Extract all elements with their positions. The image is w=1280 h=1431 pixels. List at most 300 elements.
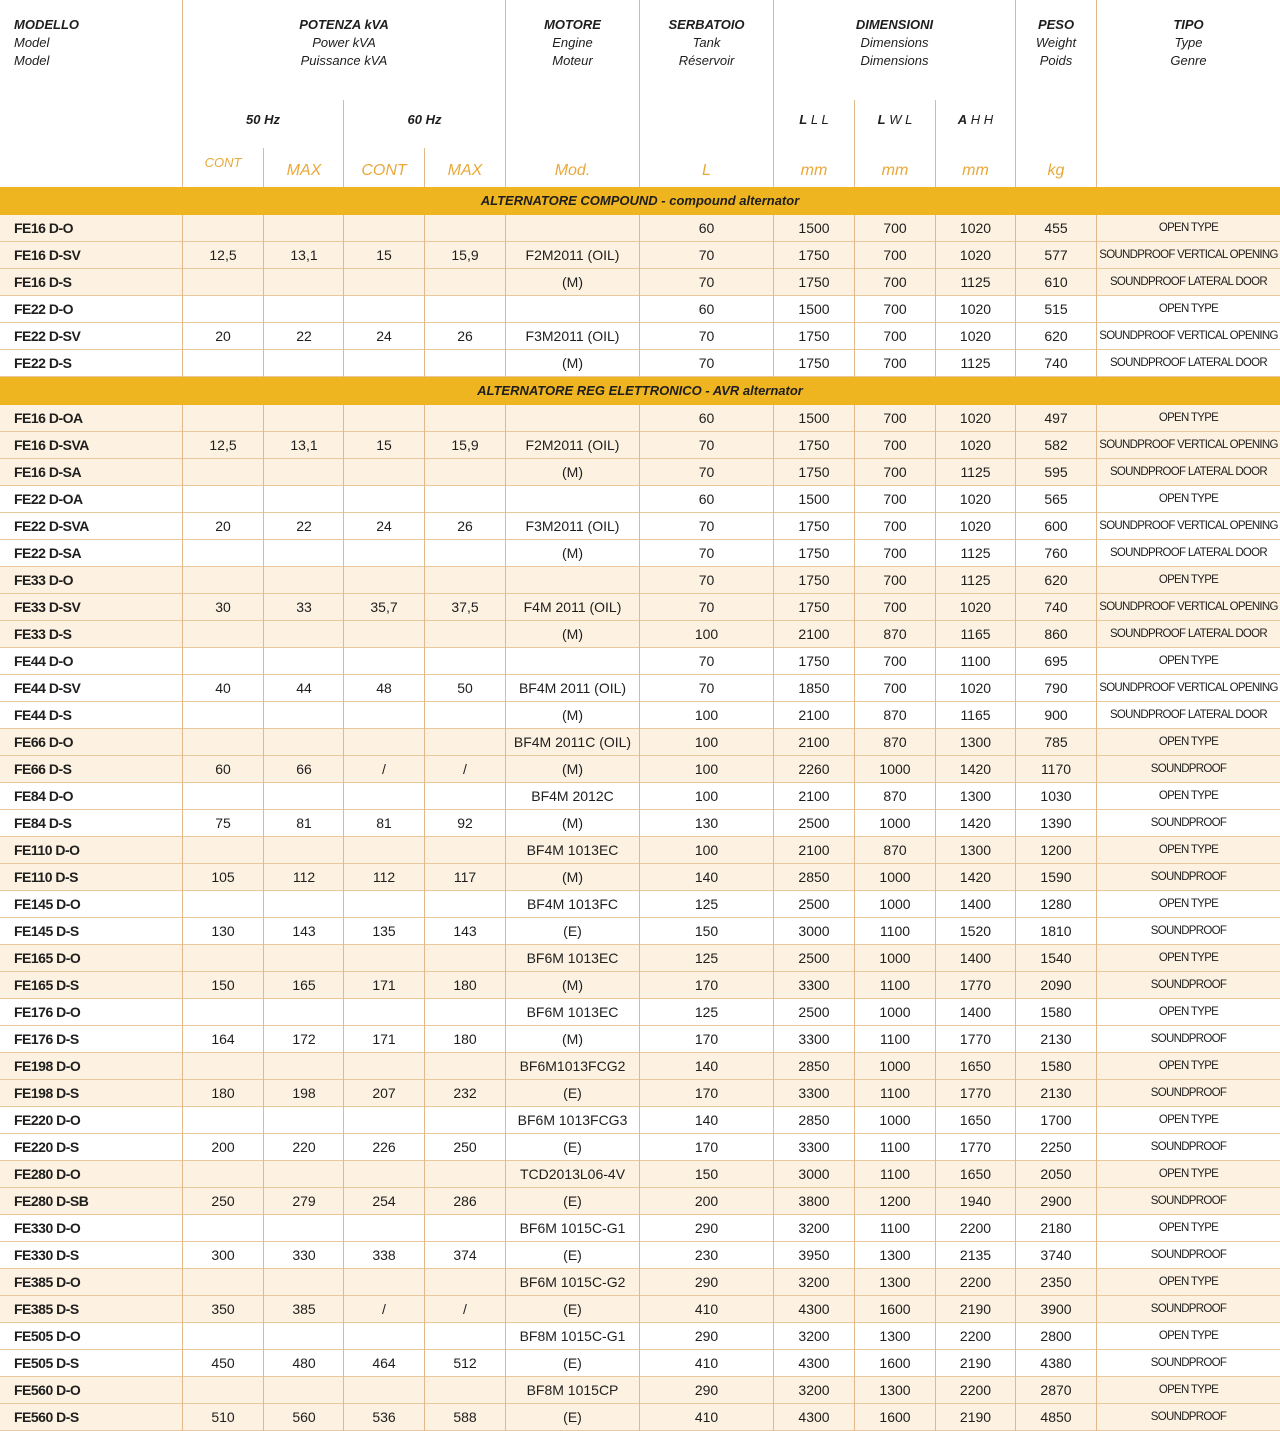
table-row	[0, 1269, 1280, 1296]
header-dim-length-sub: L L	[807, 112, 829, 127]
width-cell: 1100	[879, 1031, 911, 1047]
tank-cell: 60	[698, 301, 715, 317]
unit-50hz-max: MAX	[286, 162, 322, 179]
engine-variant-cell: (E)	[563, 1355, 582, 1371]
header-model-en: Model	[14, 35, 50, 50]
power-60hz-cont: 24	[376, 518, 392, 534]
tank-cell: 170	[694, 1085, 719, 1101]
power-60hz-cont: 338	[372, 1247, 396, 1263]
type-cell: OPEN TYPE	[1158, 1114, 1219, 1126]
power-50hz-max: 81	[296, 815, 312, 831]
header-engine-en: Engine	[552, 35, 593, 50]
header-weight-en: Weight	[1035, 35, 1077, 50]
tank-cell: 140	[694, 1112, 719, 1128]
height-cell: 1125	[960, 355, 991, 371]
header-weight-it: PESO	[1037, 17, 1075, 32]
type-cell: SOUNDPROOF VERTICAL OPENING	[1099, 682, 1278, 694]
type-cell: SOUNDPROOF	[1150, 1303, 1227, 1315]
header-model	[14, 16, 79, 70]
model-cell: FE145 D-S	[14, 923, 79, 939]
unit-60hz-cont: CONT	[361, 162, 407, 179]
engine-variant-cell: (M)	[562, 355, 583, 371]
power-60hz-cont: 536	[372, 1409, 396, 1425]
power-60hz-max: 232	[453, 1085, 477, 1101]
model-cell: FE220 D-O	[14, 1112, 81, 1128]
model-cell: FE33 D-S	[14, 626, 72, 642]
table-row	[0, 540, 1280, 567]
table-row	[0, 1107, 1280, 1134]
tank-cell: 150	[694, 923, 719, 939]
weight-cell: 515	[1044, 301, 1068, 317]
power-60hz-cont: 207	[372, 1085, 396, 1101]
model-cell: FE198 D-O	[14, 1058, 81, 1074]
height-cell: 2200	[959, 1328, 992, 1344]
length-cell: 4300	[798, 1355, 830, 1371]
type-cell: SOUNDPROOF VERTICAL OPENING	[1099, 330, 1278, 342]
power-60hz-max: 15,9	[451, 437, 479, 453]
model-cell: FE66 D-O	[14, 734, 74, 750]
weight-cell: 1580	[1040, 1004, 1072, 1020]
tank-cell: 70	[698, 274, 715, 290]
engine-variant-cell: (E)	[563, 1247, 582, 1263]
model-cell: FE16 D-SVA	[14, 437, 89, 453]
weight-cell: 3740	[1040, 1247, 1072, 1263]
model-cell: FE84 D-O	[14, 788, 74, 804]
type-cell: SOUNDPROOF VERTICAL OPENING	[1099, 249, 1278, 261]
width-cell: 700	[883, 410, 907, 426]
power-60hz-max: 37,5	[451, 599, 479, 615]
width-cell: 1600	[879, 1355, 911, 1371]
model-cell: FE22 D-SVA	[14, 518, 89, 534]
table-row	[0, 1323, 1280, 1350]
tank-cell: 150	[694, 1166, 719, 1182]
length-cell: 2850	[798, 1058, 830, 1074]
model-cell: FE22 D-O	[14, 301, 74, 317]
unit-60hz-max: MAX	[447, 162, 483, 179]
type-cell: SOUNDPROOF	[1150, 1033, 1227, 1045]
length-cell: 3200	[798, 1328, 830, 1344]
height-cell: 2200	[959, 1382, 992, 1398]
model-cell: FE176 D-S	[14, 1031, 79, 1047]
tank-cell: 125	[694, 950, 719, 966]
power-50hz-cont: 30	[215, 599, 231, 615]
header-power	[183, 16, 505, 70]
model-cell: FE176 D-O	[14, 1004, 81, 1020]
power-60hz-cont: 254	[372, 1193, 396, 1209]
power-50hz-max: 22	[296, 328, 312, 344]
power-50hz-max: 198	[292, 1085, 316, 1101]
tank-cell: 290	[694, 1382, 719, 1398]
length-cell: 2100	[798, 626, 830, 642]
power-50hz-max: 44	[296, 680, 312, 696]
height-cell: 1650	[959, 1166, 992, 1182]
height-cell: 1165	[960, 626, 991, 642]
width-cell: 1000	[879, 815, 911, 831]
engine-cell: BF4M 1013FC	[526, 896, 619, 912]
header-dim-height-key: A	[957, 112, 968, 127]
engine-variant-cell: (M)	[562, 977, 583, 993]
height-cell: 1300	[959, 734, 992, 750]
type-cell: SOUNDPROOF VERTICAL OPENING	[1099, 439, 1278, 451]
header-power-fr: Puissance kVA	[300, 53, 388, 68]
table-row	[0, 215, 1280, 242]
height-cell: 1400	[959, 1004, 992, 1020]
width-cell: 700	[883, 464, 907, 480]
length-cell: 2850	[798, 869, 830, 885]
length-cell: 1750	[798, 545, 830, 561]
height-cell: 2190	[959, 1301, 992, 1317]
width-cell: 700	[883, 355, 907, 371]
type-cell: OPEN TYPE	[1158, 655, 1219, 667]
power-50hz-max: 480	[292, 1355, 316, 1371]
length-cell: 2500	[798, 950, 830, 966]
model-cell: FE16 D-SV	[14, 247, 81, 263]
length-cell: 2260	[798, 761, 830, 777]
tank-cell: 410	[694, 1301, 719, 1317]
power-60hz-max: 50	[457, 680, 473, 696]
engine-variant-cell: (E)	[563, 923, 582, 939]
engine-cell: BF4M 2011C (OIL)	[513, 734, 632, 750]
type-cell: SOUNDPROOF LATERAL DOOR	[1109, 709, 1268, 721]
power-50hz-cont: 20	[215, 518, 231, 534]
weight-cell: 620	[1044, 572, 1068, 588]
model-cell: FE44 D-S	[14, 707, 72, 723]
height-cell: 1020	[959, 599, 992, 615]
header-tank-fr: Réservoir	[678, 53, 735, 68]
table-row	[0, 567, 1280, 594]
tank-cell: 70	[698, 599, 715, 615]
header-dim-length	[774, 111, 854, 129]
power-60hz-max: 512	[453, 1355, 477, 1371]
height-cell: 1100	[960, 653, 991, 669]
power-50hz-cont: 164	[211, 1031, 235, 1047]
model-cell: FE22 D-SV	[14, 328, 81, 344]
length-cell: 3300	[798, 977, 830, 993]
weight-cell: 1590	[1040, 869, 1072, 885]
power-60hz-max: 588	[453, 1409, 477, 1425]
tank-cell: 170	[694, 1031, 719, 1047]
tank-cell: 70	[698, 545, 715, 561]
height-cell: 1020	[959, 410, 992, 426]
model-cell: FE44 D-O	[14, 653, 74, 669]
width-cell: 1000	[879, 1058, 911, 1074]
height-cell: 1650	[959, 1112, 992, 1128]
header-type	[1097, 16, 1280, 70]
engine-cell: BF6M 1015C-G2	[519, 1274, 626, 1290]
table-row	[0, 1161, 1280, 1188]
type-cell: SOUNDPROOF	[1150, 1249, 1227, 1261]
engine-variant-cell: (M)	[562, 545, 583, 561]
table-row	[0, 783, 1280, 810]
model-cell: FE33 D-O	[14, 572, 74, 588]
tank-cell: 70	[698, 464, 715, 480]
type-cell: SOUNDPROOF	[1150, 817, 1227, 829]
length-cell: 3200	[798, 1382, 830, 1398]
engine-cell: F4M 2011 (OIL)	[523, 599, 622, 615]
unit-height: mm	[962, 162, 989, 179]
type-cell: SOUNDPROOF LATERAL DOOR	[1109, 547, 1268, 559]
width-cell: 870	[883, 734, 907, 750]
unit-tank: L	[702, 162, 711, 179]
model-cell: FE22 D-S	[14, 355, 72, 371]
unit-width: mm	[881, 162, 909, 179]
width-cell: 700	[883, 328, 907, 344]
engine-variant-cell: (E)	[563, 1139, 582, 1155]
table-row	[0, 621, 1280, 648]
power-60hz-cont: 135	[372, 923, 396, 939]
header-dim-height	[936, 111, 1015, 129]
weight-cell: 2800	[1040, 1328, 1072, 1344]
type-cell: OPEN TYPE	[1158, 736, 1219, 748]
height-cell: 1020	[959, 680, 992, 696]
width-cell: 1300	[879, 1247, 911, 1263]
power-50hz-max: 13,1	[290, 247, 318, 263]
width-cell: 1000	[879, 1004, 911, 1020]
weight-cell: 2900	[1040, 1193, 1072, 1209]
tank-cell: 70	[698, 572, 715, 588]
length-cell: 3300	[798, 1031, 830, 1047]
weight-cell: 1700	[1040, 1112, 1072, 1128]
width-cell: 700	[883, 572, 907, 588]
model-cell: FE110 D-O	[14, 842, 80, 858]
table-row	[0, 1215, 1280, 1242]
type-cell: SOUNDPROOF	[1150, 1141, 1227, 1153]
power-50hz-max: 112	[292, 869, 316, 885]
unit-50hz-cont: CONT	[204, 155, 242, 170]
height-cell: 1020	[959, 220, 992, 236]
type-cell: OPEN TYPE	[1158, 898, 1219, 910]
height-cell: 1520	[959, 923, 992, 939]
type-cell: OPEN TYPE	[1158, 1222, 1219, 1234]
engine-variant-cell: (M)	[562, 761, 583, 777]
tank-cell: 125	[694, 1004, 719, 1020]
model-cell: FE198 D-S	[14, 1085, 79, 1101]
length-cell: 1750	[798, 518, 830, 534]
weight-cell: 785	[1044, 734, 1068, 750]
header-type-fr: Genre	[1170, 53, 1207, 68]
power-60hz-cont: 464	[372, 1355, 396, 1371]
engine-cell: BF4M 2011 (OIL)	[518, 680, 627, 696]
tank-cell: 100	[694, 626, 719, 642]
power-50hz-max: 66	[296, 761, 312, 777]
width-cell: 700	[883, 680, 907, 696]
engine-cell: BF8M 1015C-G1	[519, 1328, 626, 1344]
width-cell: 700	[883, 491, 907, 507]
power-60hz-max: /	[463, 1301, 467, 1317]
engine-cell: BF4M 1013EC	[526, 842, 619, 858]
power-60hz-cont: 171	[372, 1031, 396, 1047]
length-cell: 2500	[798, 815, 830, 831]
header-weight	[1016, 16, 1096, 70]
model-cell: FE330 D-S	[14, 1247, 79, 1263]
table-row	[0, 702, 1280, 729]
power-60hz-max: 180	[453, 977, 477, 993]
width-cell: 1100	[879, 1220, 911, 1236]
length-cell: 1500	[798, 220, 830, 236]
header-tank-it: SERBATOIO	[668, 17, 745, 32]
power-60hz-max: 250	[453, 1139, 477, 1155]
header-dimensions-fr: Dimensions	[860, 53, 929, 68]
weight-cell: 1200	[1040, 842, 1072, 858]
weight-cell: 577	[1044, 247, 1068, 263]
type-cell: SOUNDPROOF VERTICAL OPENING	[1099, 520, 1278, 532]
tank-cell: 60	[698, 491, 715, 507]
width-cell: 1300	[879, 1328, 911, 1344]
power-60hz-cont: 226	[372, 1139, 396, 1155]
unit-weight: kg	[1047, 162, 1065, 179]
engine-cell: TCD2013L06-4V	[519, 1166, 626, 1182]
type-cell: SOUNDPROOF	[1150, 1357, 1227, 1369]
engine-cell: BF6M1013FCG2	[519, 1058, 626, 1074]
width-cell: 1000	[879, 869, 911, 885]
header-engine-fr: Moteur	[552, 53, 593, 68]
model-cell: FE280 D-SB	[14, 1193, 89, 1209]
power-50hz-max: 22	[296, 518, 312, 534]
model-cell: FE110 D-S	[14, 869, 78, 885]
table-row	[0, 1053, 1280, 1080]
width-cell: 700	[883, 274, 907, 290]
table-row	[0, 269, 1280, 296]
type-cell: OPEN TYPE	[1158, 790, 1219, 802]
type-cell: SOUNDPROOF	[1150, 979, 1227, 991]
length-cell: 2500	[798, 896, 830, 912]
width-cell: 700	[883, 301, 907, 317]
tank-cell: 100	[694, 761, 719, 777]
width-cell: 1600	[879, 1409, 911, 1425]
height-cell: 1125	[960, 274, 991, 290]
header-power-it: POTENZA kVA	[299, 17, 389, 32]
tank-cell: 60	[698, 410, 715, 426]
header-dimensions-it: DIMENSIONI	[855, 17, 934, 32]
weight-cell: 2870	[1040, 1382, 1072, 1398]
weight-cell: 760	[1044, 545, 1068, 561]
section-band: ALTERNATORE COMPOUND - compound alternator	[0, 187, 1280, 215]
weight-cell: 582	[1044, 437, 1068, 453]
engine-cell: F2M2011 (OIL)	[525, 247, 620, 263]
length-cell: 2100	[798, 788, 830, 804]
power-50hz-max: 143	[292, 923, 316, 939]
power-60hz-cont: 112	[372, 869, 396, 885]
header-power-en: Power kVA	[312, 35, 376, 50]
header-type-it: TIPO	[1173, 17, 1204, 32]
model-cell: FE560 D-O	[14, 1382, 81, 1398]
tank-cell: 100	[694, 842, 719, 858]
height-cell: 1940	[959, 1193, 992, 1209]
engine-variant-cell: (M)	[562, 464, 583, 480]
height-cell: 1420	[959, 761, 992, 777]
weight-cell: 620	[1044, 328, 1068, 344]
power-60hz-max: 374	[453, 1247, 477, 1263]
width-cell: 1300	[879, 1274, 911, 1290]
length-cell: 4300	[798, 1409, 830, 1425]
weight-cell: 4850	[1040, 1409, 1072, 1425]
height-cell: 2200	[959, 1220, 992, 1236]
power-60hz-cont: /	[382, 1301, 386, 1317]
weight-cell: 2350	[1040, 1274, 1072, 1290]
height-cell: 1400	[959, 896, 992, 912]
height-cell: 1165	[960, 707, 991, 723]
engine-variant-cell: (E)	[563, 1193, 582, 1209]
height-cell: 1020	[959, 328, 992, 344]
power-50hz-cont: 450	[211, 1355, 235, 1371]
tank-cell: 100	[694, 788, 719, 804]
weight-cell: 1810	[1040, 923, 1072, 939]
width-cell: 1200	[879, 1193, 911, 1209]
type-cell: OPEN TYPE	[1158, 412, 1219, 424]
weight-cell: 610	[1044, 274, 1068, 290]
model-cell: FE505 D-O	[14, 1328, 81, 1344]
model-cell: FE22 D-OA	[14, 491, 83, 507]
weight-cell: 1170	[1040, 761, 1072, 777]
power-50hz-cont: 150	[211, 977, 235, 993]
tank-cell: 70	[698, 680, 715, 696]
width-cell: 870	[883, 707, 907, 723]
engine-variant-cell: (M)	[562, 274, 583, 290]
length-cell: 1750	[798, 464, 830, 480]
power-50hz-cont: 200	[211, 1139, 235, 1155]
weight-cell: 2250	[1040, 1139, 1072, 1155]
power-60hz-cont: 35,7	[370, 599, 398, 615]
width-cell: 700	[883, 220, 907, 236]
height-cell: 1020	[959, 301, 992, 317]
type-cell: OPEN TYPE	[1158, 952, 1219, 964]
power-50hz-max: 165	[292, 977, 316, 993]
power-50hz-cont: 105	[211, 869, 235, 885]
model-cell: FE165 D-S	[14, 977, 79, 993]
engine-cell: BF6M 1013EC	[526, 1004, 619, 1020]
type-cell: OPEN TYPE	[1158, 1060, 1219, 1072]
weight-cell: 2050	[1040, 1166, 1072, 1182]
power-50hz-max: 279	[292, 1193, 316, 1209]
power-50hz-cont: 510	[211, 1409, 235, 1425]
type-cell: SOUNDPROOF LATERAL DOOR	[1109, 628, 1268, 640]
length-cell: 1750	[798, 572, 830, 588]
table-row	[0, 729, 1280, 756]
engine-cell: BF6M 1013FCG3	[517, 1112, 628, 1128]
type-cell: OPEN TYPE	[1158, 1330, 1219, 1342]
width-cell: 700	[883, 437, 907, 453]
width-cell: 1000	[879, 761, 911, 777]
power-50hz-max: 172	[292, 1031, 316, 1047]
header-dim-length-key: L	[799, 112, 808, 127]
weight-cell: 2180	[1040, 1220, 1072, 1236]
engine-variant-cell: (M)	[562, 869, 583, 885]
weight-cell: 1580	[1040, 1058, 1072, 1074]
type-cell: OPEN TYPE	[1158, 1006, 1219, 1018]
type-cell: OPEN TYPE	[1158, 574, 1219, 586]
height-cell: 2190	[959, 1409, 992, 1425]
power-60hz-max: /	[463, 761, 467, 777]
model-cell: FE22 D-SA	[14, 545, 82, 561]
model-cell: FE44 D-SV	[14, 680, 81, 696]
table-row	[0, 648, 1280, 675]
width-cell: 1100	[879, 1139, 911, 1155]
model-cell: FE560 D-S	[14, 1409, 79, 1425]
width-cell: 700	[883, 247, 907, 263]
type-cell: OPEN TYPE	[1158, 844, 1219, 856]
power-50hz-cont: 250	[211, 1193, 235, 1209]
power-50hz-cont: 12,5	[209, 247, 237, 263]
tank-cell: 140	[694, 869, 719, 885]
width-cell: 1000	[879, 1112, 911, 1128]
height-cell: 2190	[959, 1355, 992, 1371]
power-60hz-cont: 48	[376, 680, 392, 696]
power-50hz-max: 560	[292, 1409, 316, 1425]
power-50hz-cont: 130	[211, 923, 235, 939]
power-60hz-max: 26	[457, 328, 473, 344]
weight-cell: 595	[1044, 464, 1068, 480]
power-60hz-max: 180	[453, 1031, 477, 1047]
